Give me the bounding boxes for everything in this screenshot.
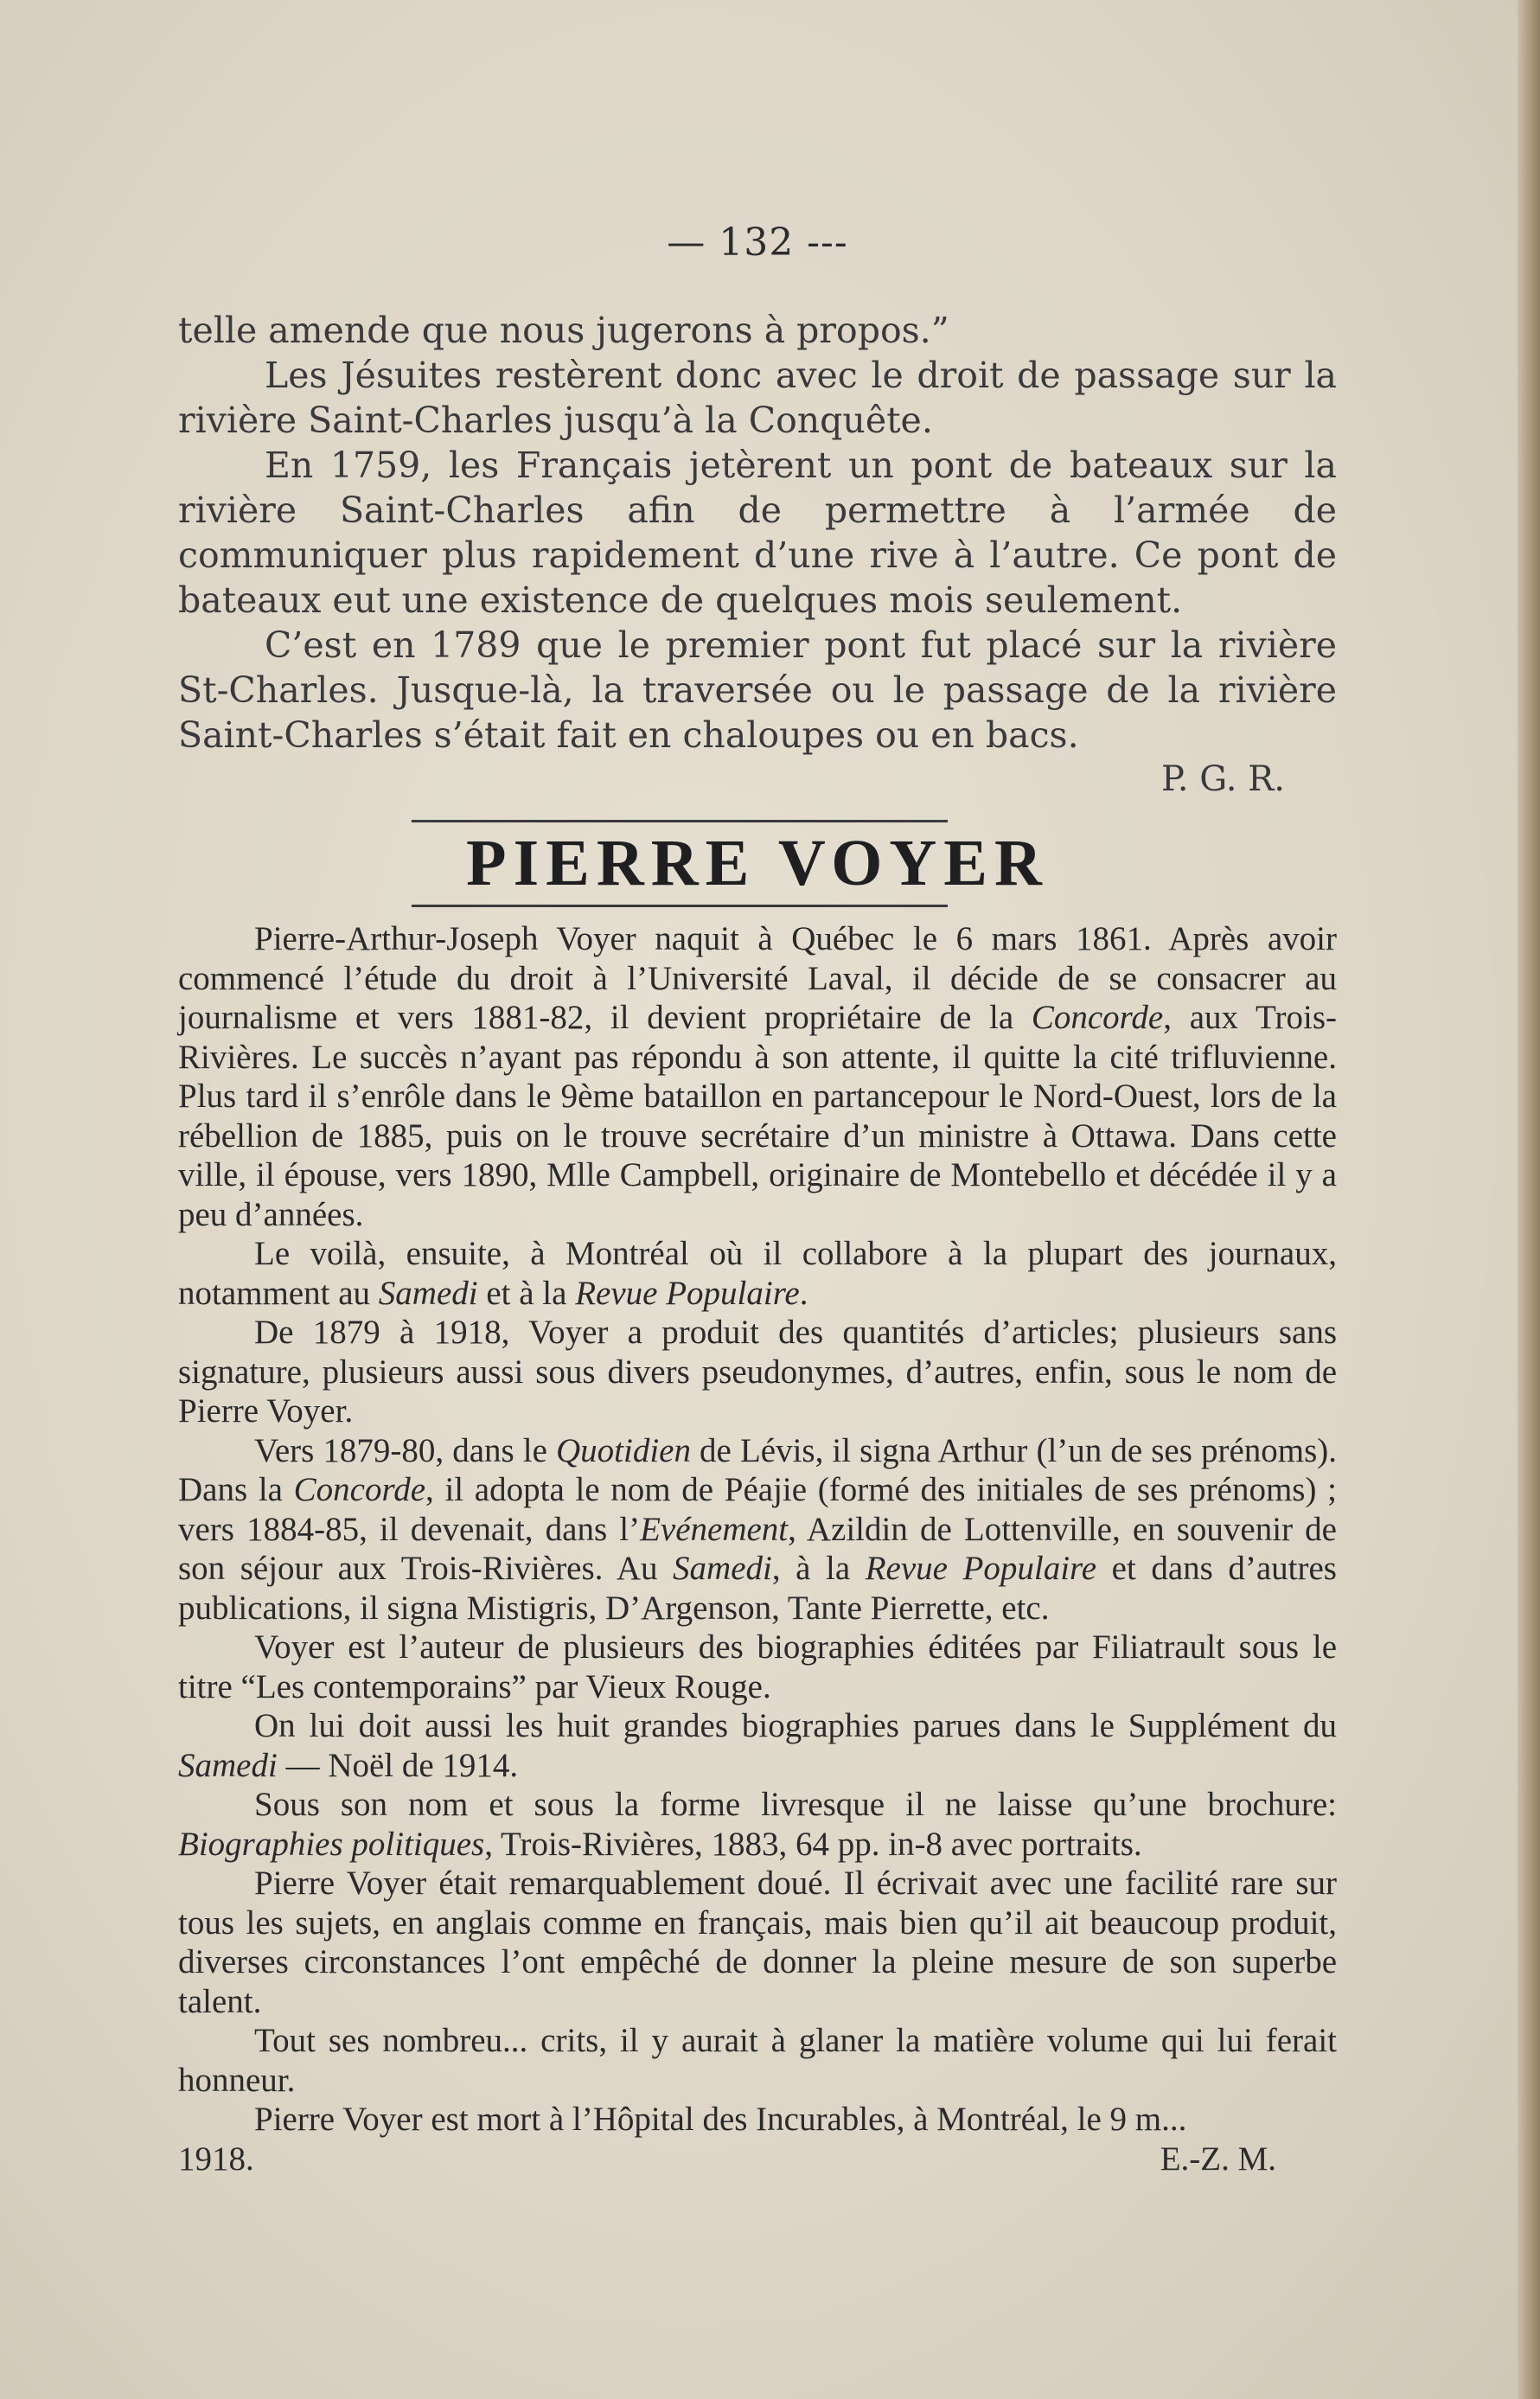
paragraph: Pierre-Arthur-Joseph Voyer naquit à Québec le 6 mars 1861. Après avoir commencé l’étude du droit à l’Université Laval, il décide de se consacrer au journalisme et vers 1881-82, il devient propriétaire de la Concorde, aux Trois-Rivières. Le succès n’ayant pas répondu à son attente, il quitte la cité trifluvienne. Plus tard il s’enrôle dans le 9ème bataillon en partancepour le Nord-Ouest, lors de la rébellion de 1885, puis on le trouve secrétaire d’un ministre à Ottawa. Dans cette ville, il épouse, vers 1890, Mlle Campbell, originaire de Montebello et décédée il y a peu d’années. <box>178 920 1337 1233</box>
paragraph: Le voilà, ensuite, à Montréal où il collabore à la plupart des journaux, notamment au Samedi et à la Revue Populaire. <box>178 1235 1337 1312</box>
page-text-column <box>178 221 1337 2178</box>
previous-article-text <box>178 308 1337 758</box>
paragraph: En 1759, les Français jetèrent un pont de bateaux sur la rivière Saint-Charles afin de permettre à l’armée de communiquer plus rapidement d’une rive à l’autre. Ce pont de bateaux eut une existence de quelques mois seulement. <box>178 445 1337 621</box>
article-signature: E.-Z. M. <box>1160 2140 1276 2178</box>
paragraph: Pierre Voyer est mort à l’Hôpital des Incurables, à Montréal, le 9 m... <box>254 2101 1187 2138</box>
paragraph: De 1879 à 1918, Voyer a produit des quantités d’articles; plusieurs sans signature, plusieurs aussi sous divers pseudonymes, d’autres, enfin, sous le nom de Pierre Voyer. <box>178 1314 1337 1430</box>
paragraph: C’est en 1789 que le premier pont fut placé sur la rivière St-Charles. Jusque-là, la traversée ou le passage de la rivière Saint-Charles s’était fait en chaloupes ou en bacs. <box>178 624 1337 756</box>
paragraph: Vers 1879-80, dans le Quotidien de Lévis, il signa Arthur (l’un de ses prénoms). Dans la Concorde, il adopta le nom de Péajie (formé des initiales de ses prénoms) ; vers 1884-85, il devenait, dans l’Evénement, Azildin de Lottenville, en souvenir de son séjour aux Trois-Rivières. Au Samedi, à la Revue Populaire et dans d’autres publications, il signa Mistigris, D’Argenson, Tante Pierrette, etc. <box>178 1431 1338 1627</box>
paragraph: Les Jésuites restèrent donc avec le droit de passage sur la rivière Saint-Charles jusqu’à la Conquête. <box>178 355 1337 441</box>
paragraph: Voyer est l’auteur de plusieurs des biographies éditées par Filiatrault sous le titre “Les contemporains” par Vieux Rouge. <box>178 1628 1337 1705</box>
article-title: PIERRE VOYER <box>466 827 1049 899</box>
title-rule-bottom <box>412 905 948 907</box>
article-body <box>178 919 1337 2140</box>
paragraph: telle amende que nous jugerons à propos.” <box>178 310 949 351</box>
book-spine-edge <box>1518 0 1540 2399</box>
paragraph: On lui doit aussi les huit grandes biographies parues dans le Supplément du Samedi — Noël de 1914. <box>178 1707 1337 1784</box>
paragraph: Tout ses nombreu... crits, il y aurait à glaner la matière volume qui lui ferait honneur. <box>178 2022 1337 2099</box>
previous-article-signature: P. G. R. <box>1160 759 1285 799</box>
paragraph: Pierre Voyer était remarquablement doué. Il écrivait avec une facilité rare sur tous les sujets, en anglais comme en français, mais bien qu’il ait beaucoup produit, diverses circonstances l’ont empêché de donner la pleine mesure de son superbe talent. <box>178 1865 1337 2020</box>
title-rule-top <box>412 820 948 822</box>
paragraph: Sous son nom et sous la forme livresque il ne laisse qu’une brochure: Biographies politiques, Trois-Rivières, 1883, 64 pp. in-8 avec portraits. <box>178 1786 1337 1863</box>
final-year: 1918. <box>178 2140 254 2178</box>
page-number: — 132 --- <box>667 221 848 265</box>
article-footer <box>178 2140 1337 2178</box>
